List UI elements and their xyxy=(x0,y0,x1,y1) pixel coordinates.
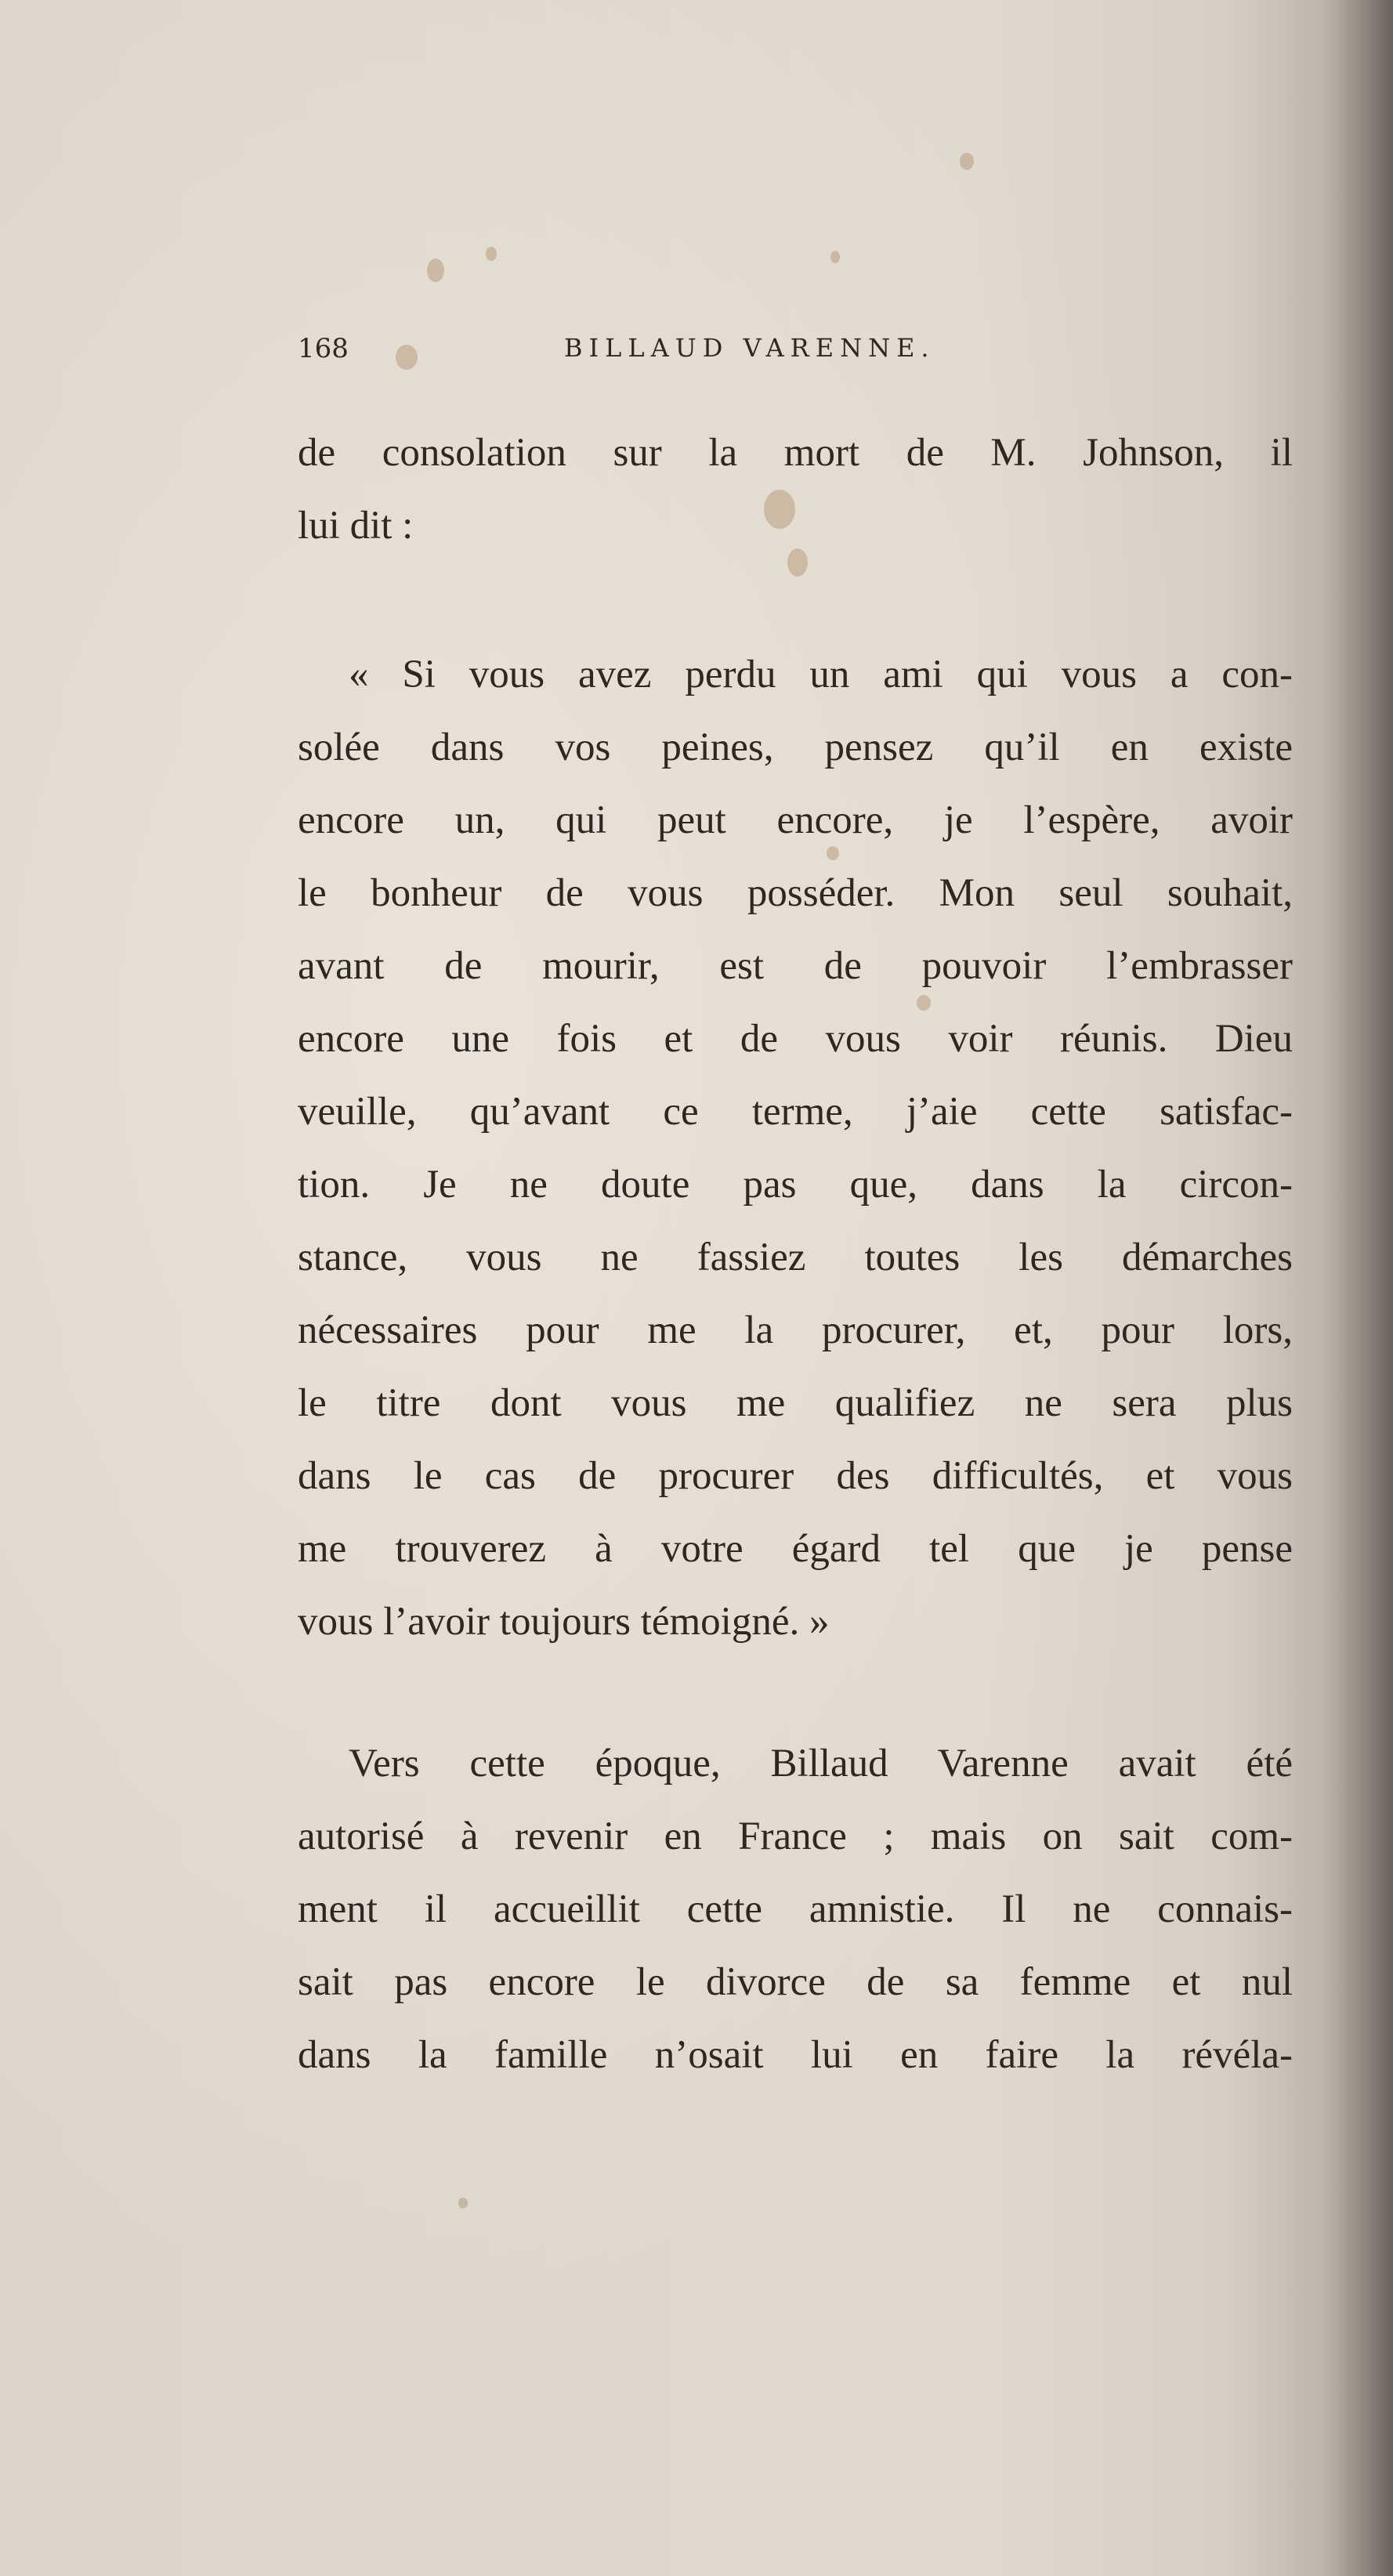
text-line: le bonheur de vous posséder. Mon seul souhait, xyxy=(298,871,1293,915)
paragraph-1 xyxy=(298,417,1293,563)
foxing-spot xyxy=(458,2198,468,2209)
paragraph-2-quote xyxy=(298,639,1293,1659)
page-number: 168 xyxy=(298,333,349,364)
text-line: tion. Je ne doute pas que, dans la circon- xyxy=(298,1163,1293,1207)
text-line: ment il accueillit cette amnistie. Il ne connais- xyxy=(298,1887,1293,1931)
foxing-spot xyxy=(960,153,974,170)
foxing-spot xyxy=(486,247,497,261)
foxing-spot xyxy=(830,251,840,263)
foxing-spot xyxy=(427,259,444,282)
text-line: autorisé à revenir en France ; mais on sait com- xyxy=(298,1814,1293,1858)
text-line: sait pas encore le divorce de sa femme et nul xyxy=(298,1960,1293,2004)
text-line: veuille, qu’avant ce terme, j’aie cette satisfac- xyxy=(298,1090,1293,1134)
spine-shadow xyxy=(1322,0,1393,2576)
text-line: vous l’avoir toujours témoigné. » xyxy=(298,1600,830,1644)
text-line: Vers cette époque, Billaud Varenne avait été xyxy=(349,1742,1293,1785)
running-header xyxy=(298,333,1293,372)
paragraph-3 xyxy=(298,1728,1293,2092)
text-line: dans la famille n’osait lui en faire la révéla- xyxy=(298,2033,1293,2077)
text-line: nécessaires pour me la procurer, et, pour lors, xyxy=(298,1308,1293,1352)
text-line: me trouverez à votre égard tel que je pense xyxy=(298,1527,1293,1571)
text-line: lui dit : xyxy=(298,504,414,548)
text-line: le titre dont vous me qualifiez ne sera plus xyxy=(298,1381,1293,1425)
text-line: solée dans vos peines, pensez qu’il en existe xyxy=(298,725,1293,769)
text-line: « Si vous avez perdu un ami qui vous a con- xyxy=(349,653,1293,696)
text-line: dans le cas de procurer des difficultés, et vous xyxy=(298,1454,1293,1498)
text-line: stance, vous ne fassiez toutes les démarches xyxy=(298,1236,1293,1279)
text-line: encore un, qui peut encore, je l’espère, avoir xyxy=(298,798,1293,842)
text-line: encore une fois et de vous voir réunis. Dieu xyxy=(298,1017,1293,1061)
text-line: de consolation sur la mort de M. Johnson, il xyxy=(298,431,1293,475)
running-title: BILLAUD VARENNE. xyxy=(564,333,935,363)
text-line: avant de mourir, est de pouvoir l’embrasser xyxy=(298,944,1293,988)
